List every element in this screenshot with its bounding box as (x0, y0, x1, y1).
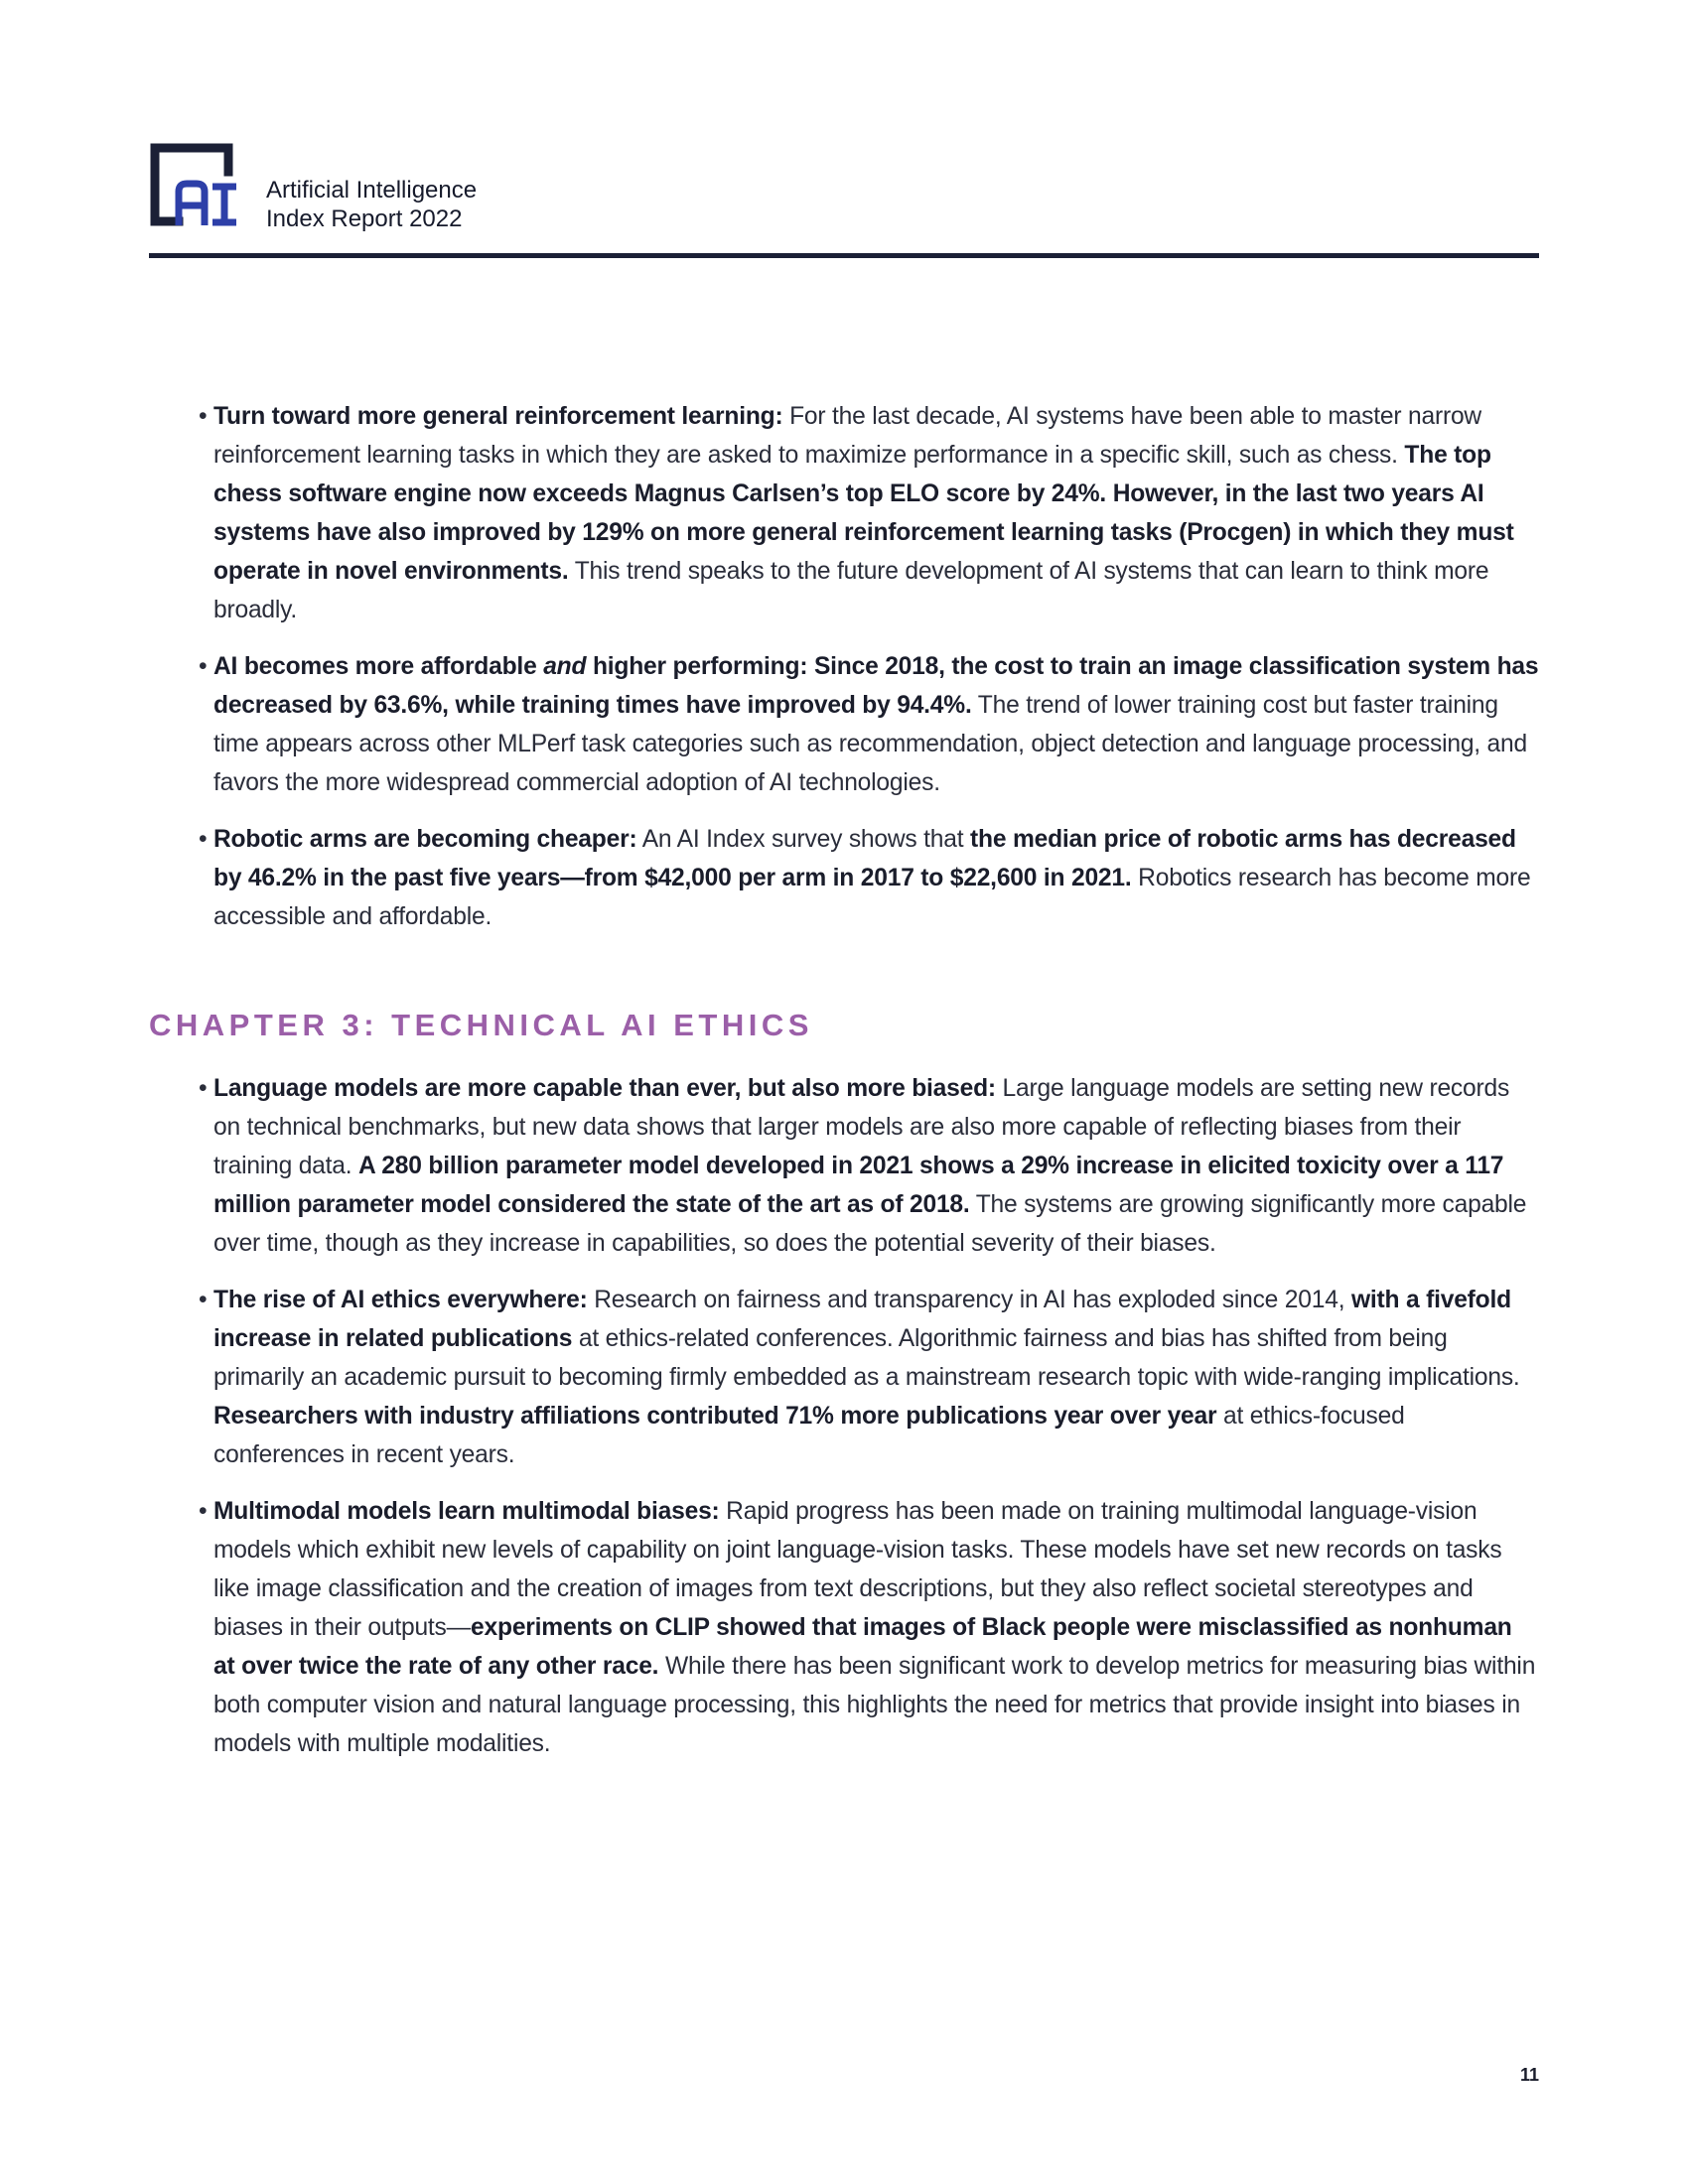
list-item: • Multimodal models learn multimodal biases: Rapid progress has been made on training multimodal language-vision models which exhibit new levels of capability on joint language-vision tasks. These models have set new records on tasks like image classification and the creation of images from text descriptions, but they also reflect societal stereotypes and biases in their outputs—experiments on CLIP showed that images of Black people were misclassified as nonhuman at over twice the rate of any other race. While there has been significant work to develop metrics for measuring bias within both computer vision and natural language processing, this highlights the need for metrics that provide insight into biases in models with multiple modalities. (213, 1492, 1539, 1763)
report-title (266, 176, 477, 233)
chapter3-highlights-list (149, 1069, 1539, 1763)
chapter2-highlights-list (149, 397, 1539, 936)
list-item: • The rise of AI ethics everywhere: Research on fairness and transparency in AI has exploded since 2014, with a fivefold increase in related publications at ethics-related conferences. Algorithmic fairness and bias has shifted from being primarily an academic pursuit to becoming firmly embedded as a mainstream research topic with wide-ranging implications. Researchers with industry affiliations contributed 71% more publications year over year at ethics-focused conferences in recent years. (213, 1281, 1539, 1474)
page-number: 11 (1519, 2065, 1539, 2085)
chapter-heading: CHAPTER 3: TECHNICAL AI ETHICS (149, 1008, 813, 1042)
report-title-line1: Artificial Intelligence (266, 177, 478, 204)
ai-index-logo-icon (149, 142, 240, 233)
list-item: • Turn toward more general reinforcement learning: For the last decade, AI systems have been able to master narrow reinforcement learning tasks in which they are asked to maximize performance in a specific skill, such as chess. The top chess software engine now exceeds Magnus Carlsen’s top ELO score by 24%. However, in the last two years AI systems have also improved by 129% on more general reinforcement learning tasks (Procgen) in which they must operate in novel environments. This trend speaks to the future development of AI systems that can learn to think more broadly. (213, 397, 1539, 629)
report-title-line2: Index Report 2022 (266, 205, 463, 232)
main-content (149, 397, 1539, 1781)
report-header (149, 142, 1539, 261)
list-item: • Language models are more capable than ever, but also more biased: Large language models are setting new records on technical benchmarks, but new data shows that larger models are also more capable of reflecting biases from their training data. A 280 billion parameter model developed in 2021 shows a 29% increase in elicited toxicity over a 117 million parameter model considered the state of the art as of 2018. The systems are growing significantly more capable over time, though as they increase in capabilities, so does the potential severity of their biases. (213, 1069, 1539, 1263)
header-divider (149, 253, 1539, 258)
list-item: • Robotic arms are becoming cheaper: An AI Index survey shows that the median price of robotic arms has decreased by 46.2% in the past five years—from $42,000 per arm in 2017 to $22,600 in 2021. Robotics research has become more accessible and affordable. (213, 820, 1539, 936)
list-item: • AI becomes more affordable and higher performing: Since 2018, the cost to train an image classification system has decreased by 63.6%, while training times have improved by 94.4%. The trend of lower training cost but faster training time appears across other MLPerf task categories such as recommendation, object detection and language processing, and favors the more widespread commercial adoption of AI technologies. (213, 647, 1539, 802)
